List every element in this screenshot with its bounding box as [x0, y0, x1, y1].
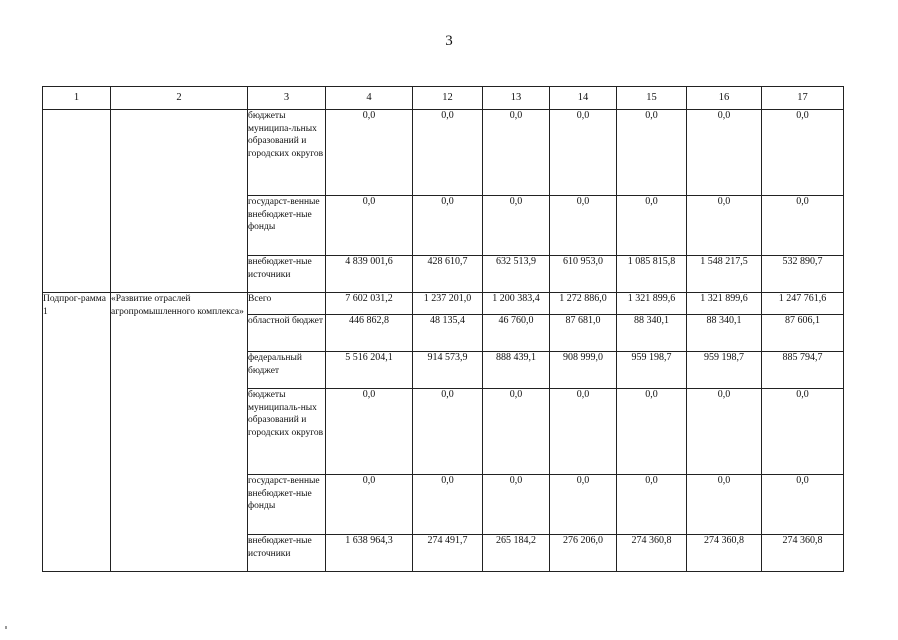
value-cell: 274 360,8 — [617, 535, 687, 572]
value-cell: 1 638 964,3 — [326, 535, 413, 572]
header-cell: 2 — [111, 87, 248, 110]
value-cell: 0,0 — [413, 475, 483, 535]
value-cell: 885 794,7 — [762, 352, 844, 389]
value-cell: 276 206,0 — [550, 535, 617, 572]
value-cell: 87 681,0 — [550, 315, 617, 352]
value-cell: 0,0 — [762, 196, 844, 256]
header-row — [43, 87, 844, 110]
value-cell: 888 439,1 — [483, 352, 550, 389]
value-cell: 1 200 383,4 — [483, 293, 550, 315]
header-cell: 4 — [326, 87, 413, 110]
value-cell: 959 198,7 — [687, 352, 762, 389]
value-cell: 88 340,1 — [617, 315, 687, 352]
value-cell: 0,0 — [550, 475, 617, 535]
value-cell: 46 760,0 — [483, 315, 550, 352]
value-cell: 88 340,1 — [687, 315, 762, 352]
value-cell: 446 862,8 — [326, 315, 413, 352]
funding-source-cell: бюджеты муниципаль-ных образований и городских округов — [248, 389, 326, 475]
value-cell: 1 247 761,6 — [762, 293, 844, 315]
table-row — [43, 110, 844, 196]
scan-speck — [5, 626, 7, 629]
value-cell: 274 491,7 — [413, 535, 483, 572]
value-cell: 1 085 815,8 — [617, 256, 687, 293]
value-cell: 87 606,1 — [762, 315, 844, 352]
value-cell: 632 513,9 — [483, 256, 550, 293]
budget-table — [42, 86, 844, 572]
funding-source-cell: внебюджет-ные источники — [248, 535, 326, 572]
header-cell: 14 — [550, 87, 617, 110]
value-cell: 5 516 204,1 — [326, 352, 413, 389]
value-cell: 0,0 — [617, 475, 687, 535]
funding-source-cell: Всего — [248, 293, 326, 315]
value-cell: 0,0 — [762, 475, 844, 535]
funding-source-cell: государст-венные внебюджет-ные фонды — [248, 475, 326, 535]
value-cell: 0,0 — [326, 196, 413, 256]
value-cell: 1 548 217,5 — [687, 256, 762, 293]
value-cell: 0,0 — [413, 110, 483, 196]
value-cell: 0,0 — [550, 389, 617, 475]
value-cell: 428 610,7 — [413, 256, 483, 293]
header-cell: 3 — [248, 87, 326, 110]
value-cell: 4 839 001,6 — [326, 256, 413, 293]
value-cell: 0,0 — [687, 110, 762, 196]
value-cell: 0,0 — [687, 196, 762, 256]
value-cell: 0,0 — [483, 389, 550, 475]
value-cell: 0,0 — [762, 110, 844, 196]
value-cell: 7 602 031,2 — [326, 293, 413, 315]
value-cell: 532 890,7 — [762, 256, 844, 293]
value-cell: 610 953,0 — [550, 256, 617, 293]
value-cell: 265 184,2 — [483, 535, 550, 572]
header-cell: 1 — [43, 87, 111, 110]
value-cell: 0,0 — [483, 196, 550, 256]
page-number: 3 — [445, 33, 453, 49]
value-cell: 0,0 — [550, 110, 617, 196]
value-cell: 908 999,0 — [550, 352, 617, 389]
value-cell: 48 135,4 — [413, 315, 483, 352]
table-row — [43, 293, 844, 315]
program-name-cell — [111, 110, 248, 293]
funding-source-cell: федеральный бюджет — [248, 352, 326, 389]
value-cell: 0,0 — [550, 196, 617, 256]
program-cell: Подпрог-рамма 1 — [43, 293, 111, 572]
header-cell: 17 — [762, 87, 844, 110]
value-cell: 274 360,8 — [687, 535, 762, 572]
program-cell — [43, 110, 111, 293]
value-cell: 1 237 201,0 — [413, 293, 483, 315]
value-cell: 274 360,8 — [762, 535, 844, 572]
header-cell: 16 — [687, 87, 762, 110]
value-cell: 1 272 886,0 — [550, 293, 617, 315]
value-cell: 0,0 — [326, 110, 413, 196]
header-cell: 13 — [483, 87, 550, 110]
program-name-cell: «Развитие отраслей агропромышленного комплекса» — [111, 293, 248, 572]
value-cell: 0,0 — [483, 110, 550, 196]
value-cell: 0,0 — [687, 389, 762, 475]
value-cell: 0,0 — [762, 389, 844, 475]
value-cell: 0,0 — [617, 196, 687, 256]
value-cell: 0,0 — [413, 196, 483, 256]
value-cell: 0,0 — [326, 475, 413, 535]
value-cell: 959 198,7 — [617, 352, 687, 389]
value-cell: 914 573,9 — [413, 352, 483, 389]
funding-source-cell: бюджеты муниципа-льных образований и городских округов — [248, 110, 326, 196]
funding-source-cell: областной бюджет — [248, 315, 326, 352]
funding-source-cell: государст-венные внебюджет-ные фонды — [248, 196, 326, 256]
value-cell: 0,0 — [617, 389, 687, 475]
value-cell: 0,0 — [483, 475, 550, 535]
value-cell: 0,0 — [687, 475, 762, 535]
funding-source-cell: внебюджет-ные источники — [248, 256, 326, 293]
header-cell: 12 — [413, 87, 483, 110]
header-cell: 15 — [617, 87, 687, 110]
value-cell: 0,0 — [326, 389, 413, 475]
value-cell: 1 321 899,6 — [617, 293, 687, 315]
value-cell: 0,0 — [617, 110, 687, 196]
value-cell: 0,0 — [413, 389, 483, 475]
value-cell: 1 321 899,6 — [687, 293, 762, 315]
